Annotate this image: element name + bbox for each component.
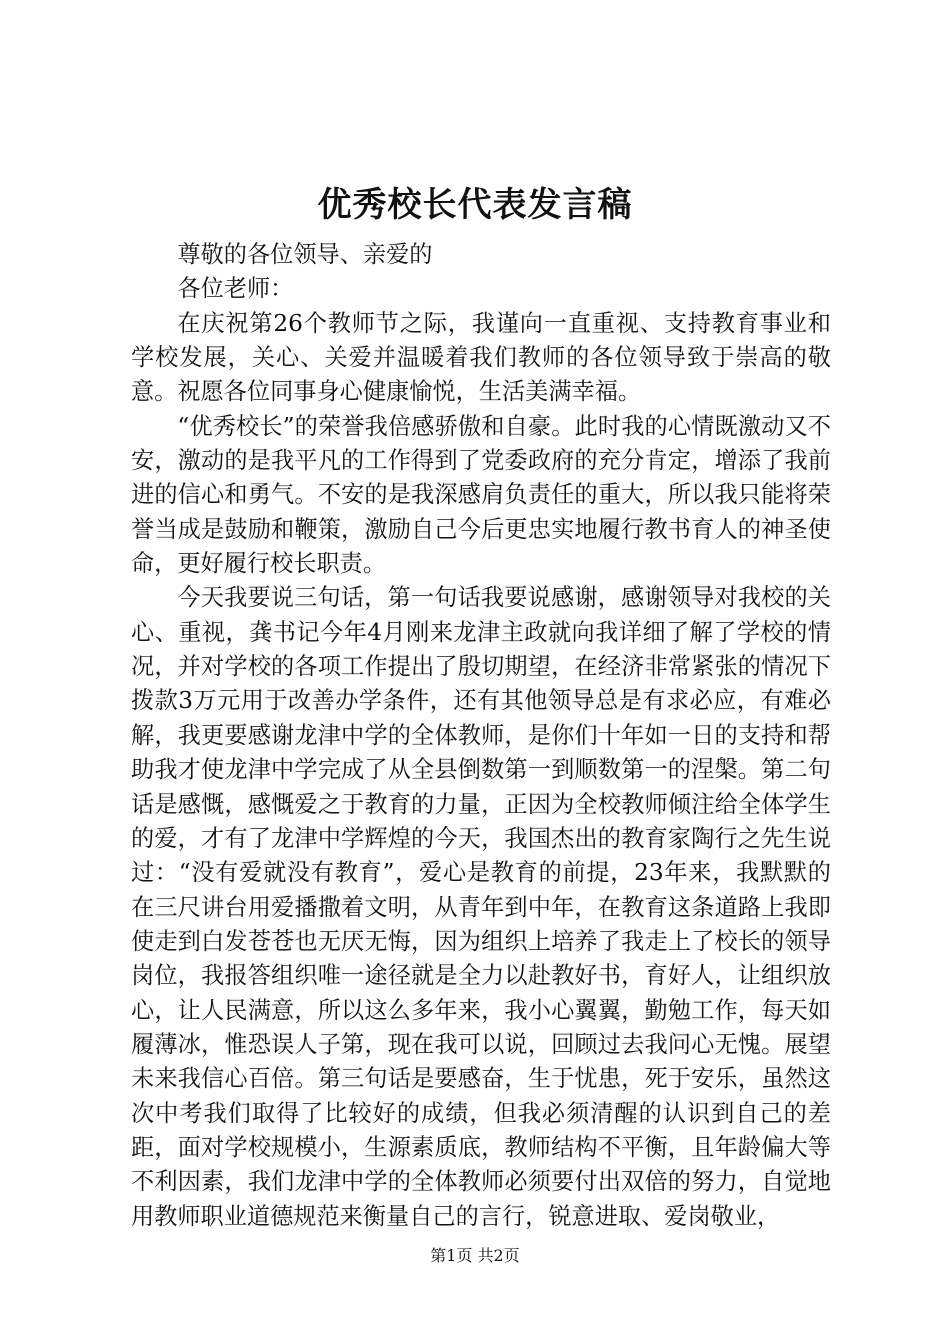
document-title: 优秀校长代表发言稿 [317,185,633,225]
paragraph-honor: “优秀校长”的荣誉我倍感骄傲和自豪。此时我的心情既激动又不安，激动的是我平凡的工作得到了党委政府的充分肯定，增添了我前进的信心和勇气。不安的是我深感肩负责任的重大，所以我只能将荣誉当成是鼓励和鞭策，激励自己今后更忠实地履行教书育人的神圣使命，更好履行校长职责。 [131,412,831,578]
salutation-line-2: 各位老师： [177,275,294,303]
page-footer: 第1页 共2页 [430,1246,520,1265]
salutation-line-1: 尊敬的各位领导、亲爱的 [177,241,433,268]
paragraph-three-sentences: 今天我要说三句话，第一句话我要说感谢，感谢领导对我校的关心、重视，龚书记今年4月刚来龙津主政就向我详细了解了学校的情况，并对学校的各项工作提出了殷切期望，在经济非常紧张的情况下拨款3万元用于改善办学条件，还有其他领导总是有求必应，有难必解，我更要感谢龙津中学的全体教师，是你们十年如一日的支持和帮助我才使龙津中学完成了从全县倒数第一到顺数第一的涅槃。第二句话是感慨，感慨爱之于教育的力量，正因为全校教师倾注给全体学生的爱，才有了龙津中学辉煌的今天，我国杰出的教育家陶行之先生说过：“没有爱就没有教育”，爱心是教育的前提，23年来，我默默的在三尺讲台用爱播撒着文明，从青年到中年，在教育这条道路上我即使走到白发苍苍也无厌无悔，因为组织上培养了我走上了校长的领导岗位，我报答组织唯一途径就是全力以赴教好书，育好人，让组织放心，让人民满意，所以这么多年来，我小心翼翼，勤勉工作，每天如履薄冰，惟恐误人子第，现在我可以说，回顾过去我问心无愧。展望未来我信心百倍。第三句话是要感奋，生于忧患，死于安乐，虽然这次中考我们取得了比较好的成绩，但我必须清醒的认识到自己的差距，面对学校规模小，生源素质底，教师结构不平衡，且年龄偏大等不利因素，我们龙津中学的全体教师必须要付出双倍的努力，自觉地用教师职业道德规范来衡量自己的言行，锐意进取、爱岗敬业， [131,584,831,1230]
paragraph-greeting: 在庆祝第26个教师节之际，我谨向一直重视、支持教育事业和学校发展，关心、关爱并温暖着我们教师的各位领导致于崇高的敬意。祝愿各位同事身心健康愉悦，生活美满幸福。 [131,309,831,406]
document-body [131,238,831,1234]
